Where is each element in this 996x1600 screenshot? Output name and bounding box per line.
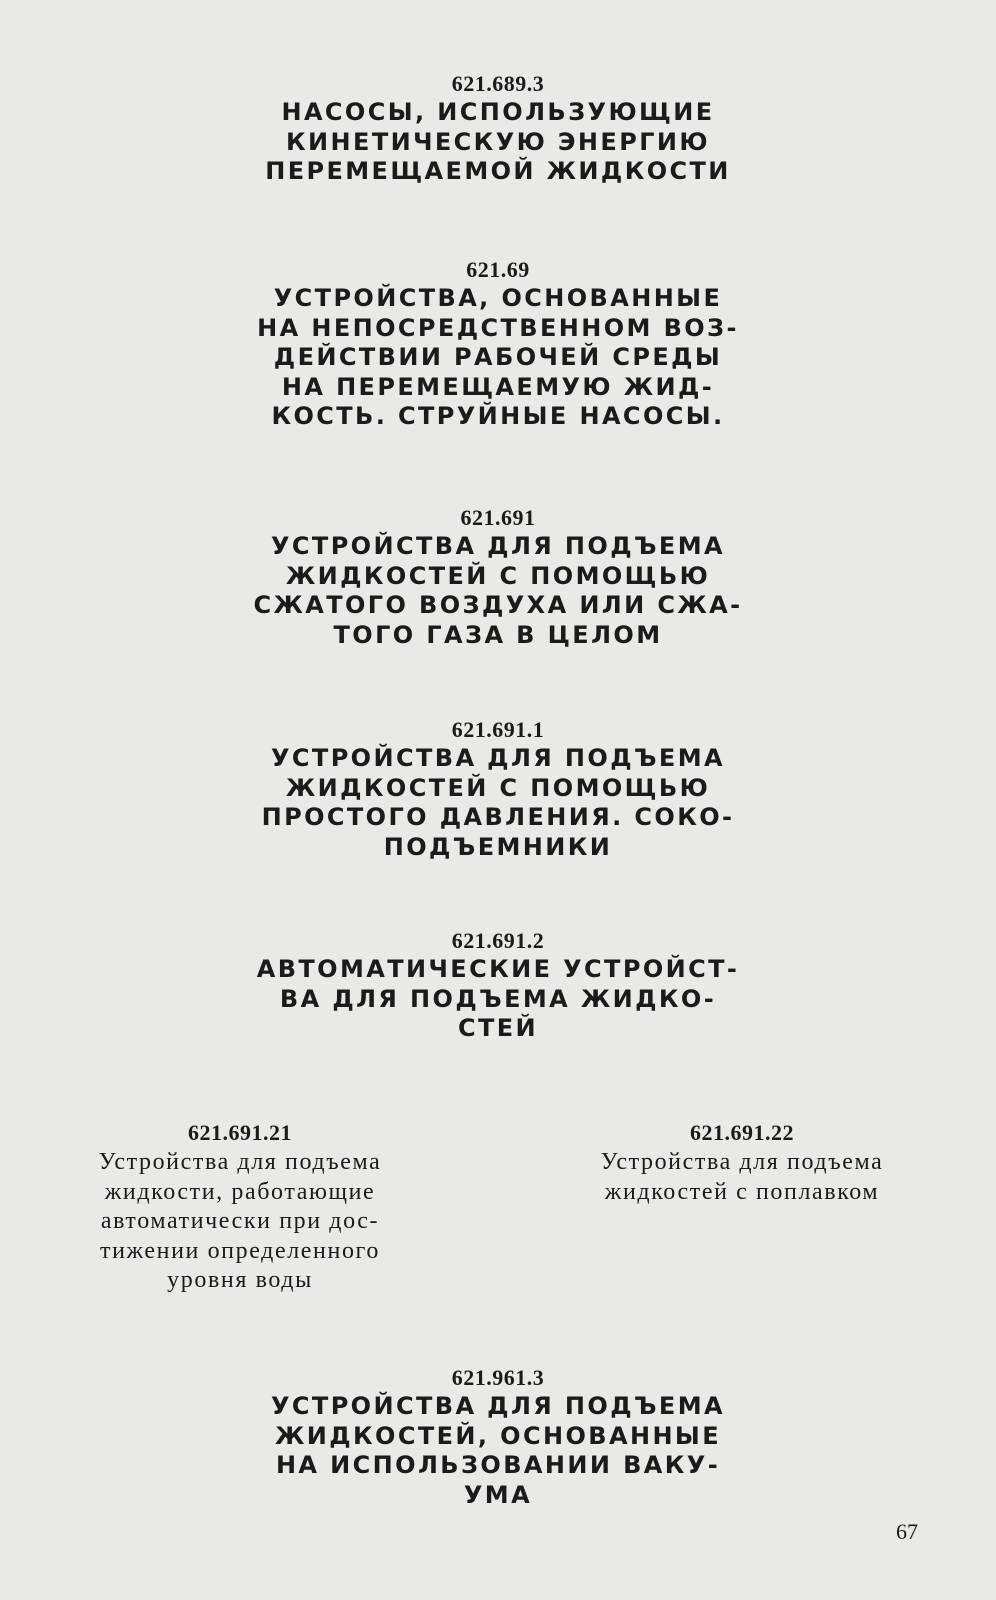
section-title-line: КИНЕТИЧЕСКУЮ ЭНЕРГИЮ: [286, 127, 710, 156]
section-code: 621.69: [466, 257, 530, 282]
section-code: 621.689.3: [451, 71, 545, 96]
section-title-line: УСТРОЙСТВА ДЛЯ ПОДЪЕМА: [271, 744, 725, 772]
section-title-line: УСТРОЙСТВА ДЛЯ ПОДЪЕМА: [271, 1392, 725, 1420]
section-title-line: УСТРОЙСТВА ДЛЯ ПОДЪЕМА: [271, 532, 725, 560]
subsection-code: 621.691.22: [690, 1120, 794, 1145]
subsection-text-line: жидкостей с поплавком: [604, 1178, 880, 1205]
section-title-line: ВА ДЛЯ ПОДЪЕМА ЖИДКО-: [279, 984, 717, 1013]
subsection-text-line: автоматически при дос-: [100, 1208, 380, 1234]
section-title-line: ЖИДКОСТЕЙ, ОСНОВАННЫЕ: [274, 1421, 721, 1450]
section-code: 621.961.3: [451, 1365, 545, 1390]
section-621-69: [0, 256, 996, 432]
section-title-line: ПРОСТОГО ДАВЛЕНИЯ. СОКО-: [261, 803, 735, 831]
section-621-689-3: [0, 70, 996, 187]
section-title-line: НА ИСПОЛЬЗОВАНИИ ВАКУ-: [275, 1451, 721, 1479]
section-title-line: НА НЕПОСРЕДСТВЕННОМ ВОЗ-: [257, 313, 739, 342]
section-title-line: ПЕРЕМЕЩАЕМОЙ ЖИДКОСТИ: [265, 157, 731, 185]
section-title-line: АВТОМАТИЧЕСКИЕ УСТРОЙСТ-: [256, 955, 740, 983]
section-title-line: ДЕЙСТВИИ РАБОЧЕЙ СРЕДЫ: [273, 343, 723, 371]
section-code: 621.691.1: [451, 717, 545, 742]
section-621-691-2: [0, 927, 996, 1044]
subsection-text-line: тижении определенного: [100, 1237, 380, 1264]
section-code: 621.691.2: [451, 928, 545, 953]
section-title-line: СТЕЙ: [457, 1014, 539, 1042]
section-title-line: ЖИДКОСТЕЙ С ПОМОЩЬЮ: [285, 773, 711, 802]
subsection-text-line: жидкости, работающие: [104, 1178, 376, 1205]
section-title-line: УМА: [463, 1480, 533, 1509]
section-621-691-1: [0, 716, 996, 862]
subsection-621-691-21: [60, 1118, 420, 1296]
section-title-line: НАСОСЫ, ИСПОЛЬЗУЮЩИЕ: [281, 98, 715, 126]
page-number: 67: [896, 1519, 918, 1544]
section-code: 621.691: [460, 505, 536, 530]
section-title-line: ТОГО ГАЗА В ЦЕЛОМ: [333, 620, 663, 649]
subsection-text-line: Устройства для подъема: [98, 1149, 382, 1175]
section-621-961-3: [0, 1364, 996, 1510]
section-title-line: УСТРОЙСТВА, ОСНОВАННЫЕ: [273, 284, 723, 312]
section-title-line: ЖИДКОСТЕЙ С ПОМОЩЬЮ: [285, 561, 711, 590]
section-title-line: СЖАТОГО ВОЗДУХА ИЛИ СЖА-: [253, 591, 743, 619]
subsection-code: 621.691.21: [188, 1120, 292, 1145]
section-621-691: [0, 504, 996, 650]
subsection-text-line: Устройства для подъема: [600, 1149, 884, 1175]
section-title-line: КОСТЬ. СТРУЙНЫЕ НАСОСЫ.: [271, 402, 725, 430]
subsection-621-691-22: [562, 1118, 922, 1207]
subsection-text-line: уровня воды: [167, 1267, 313, 1293]
section-title-line: НА ПЕРЕМЕЩАЕМУЮ ЖИД-: [281, 372, 715, 401]
section-title-line: ПОДЪЕМНИКИ: [383, 832, 613, 861]
